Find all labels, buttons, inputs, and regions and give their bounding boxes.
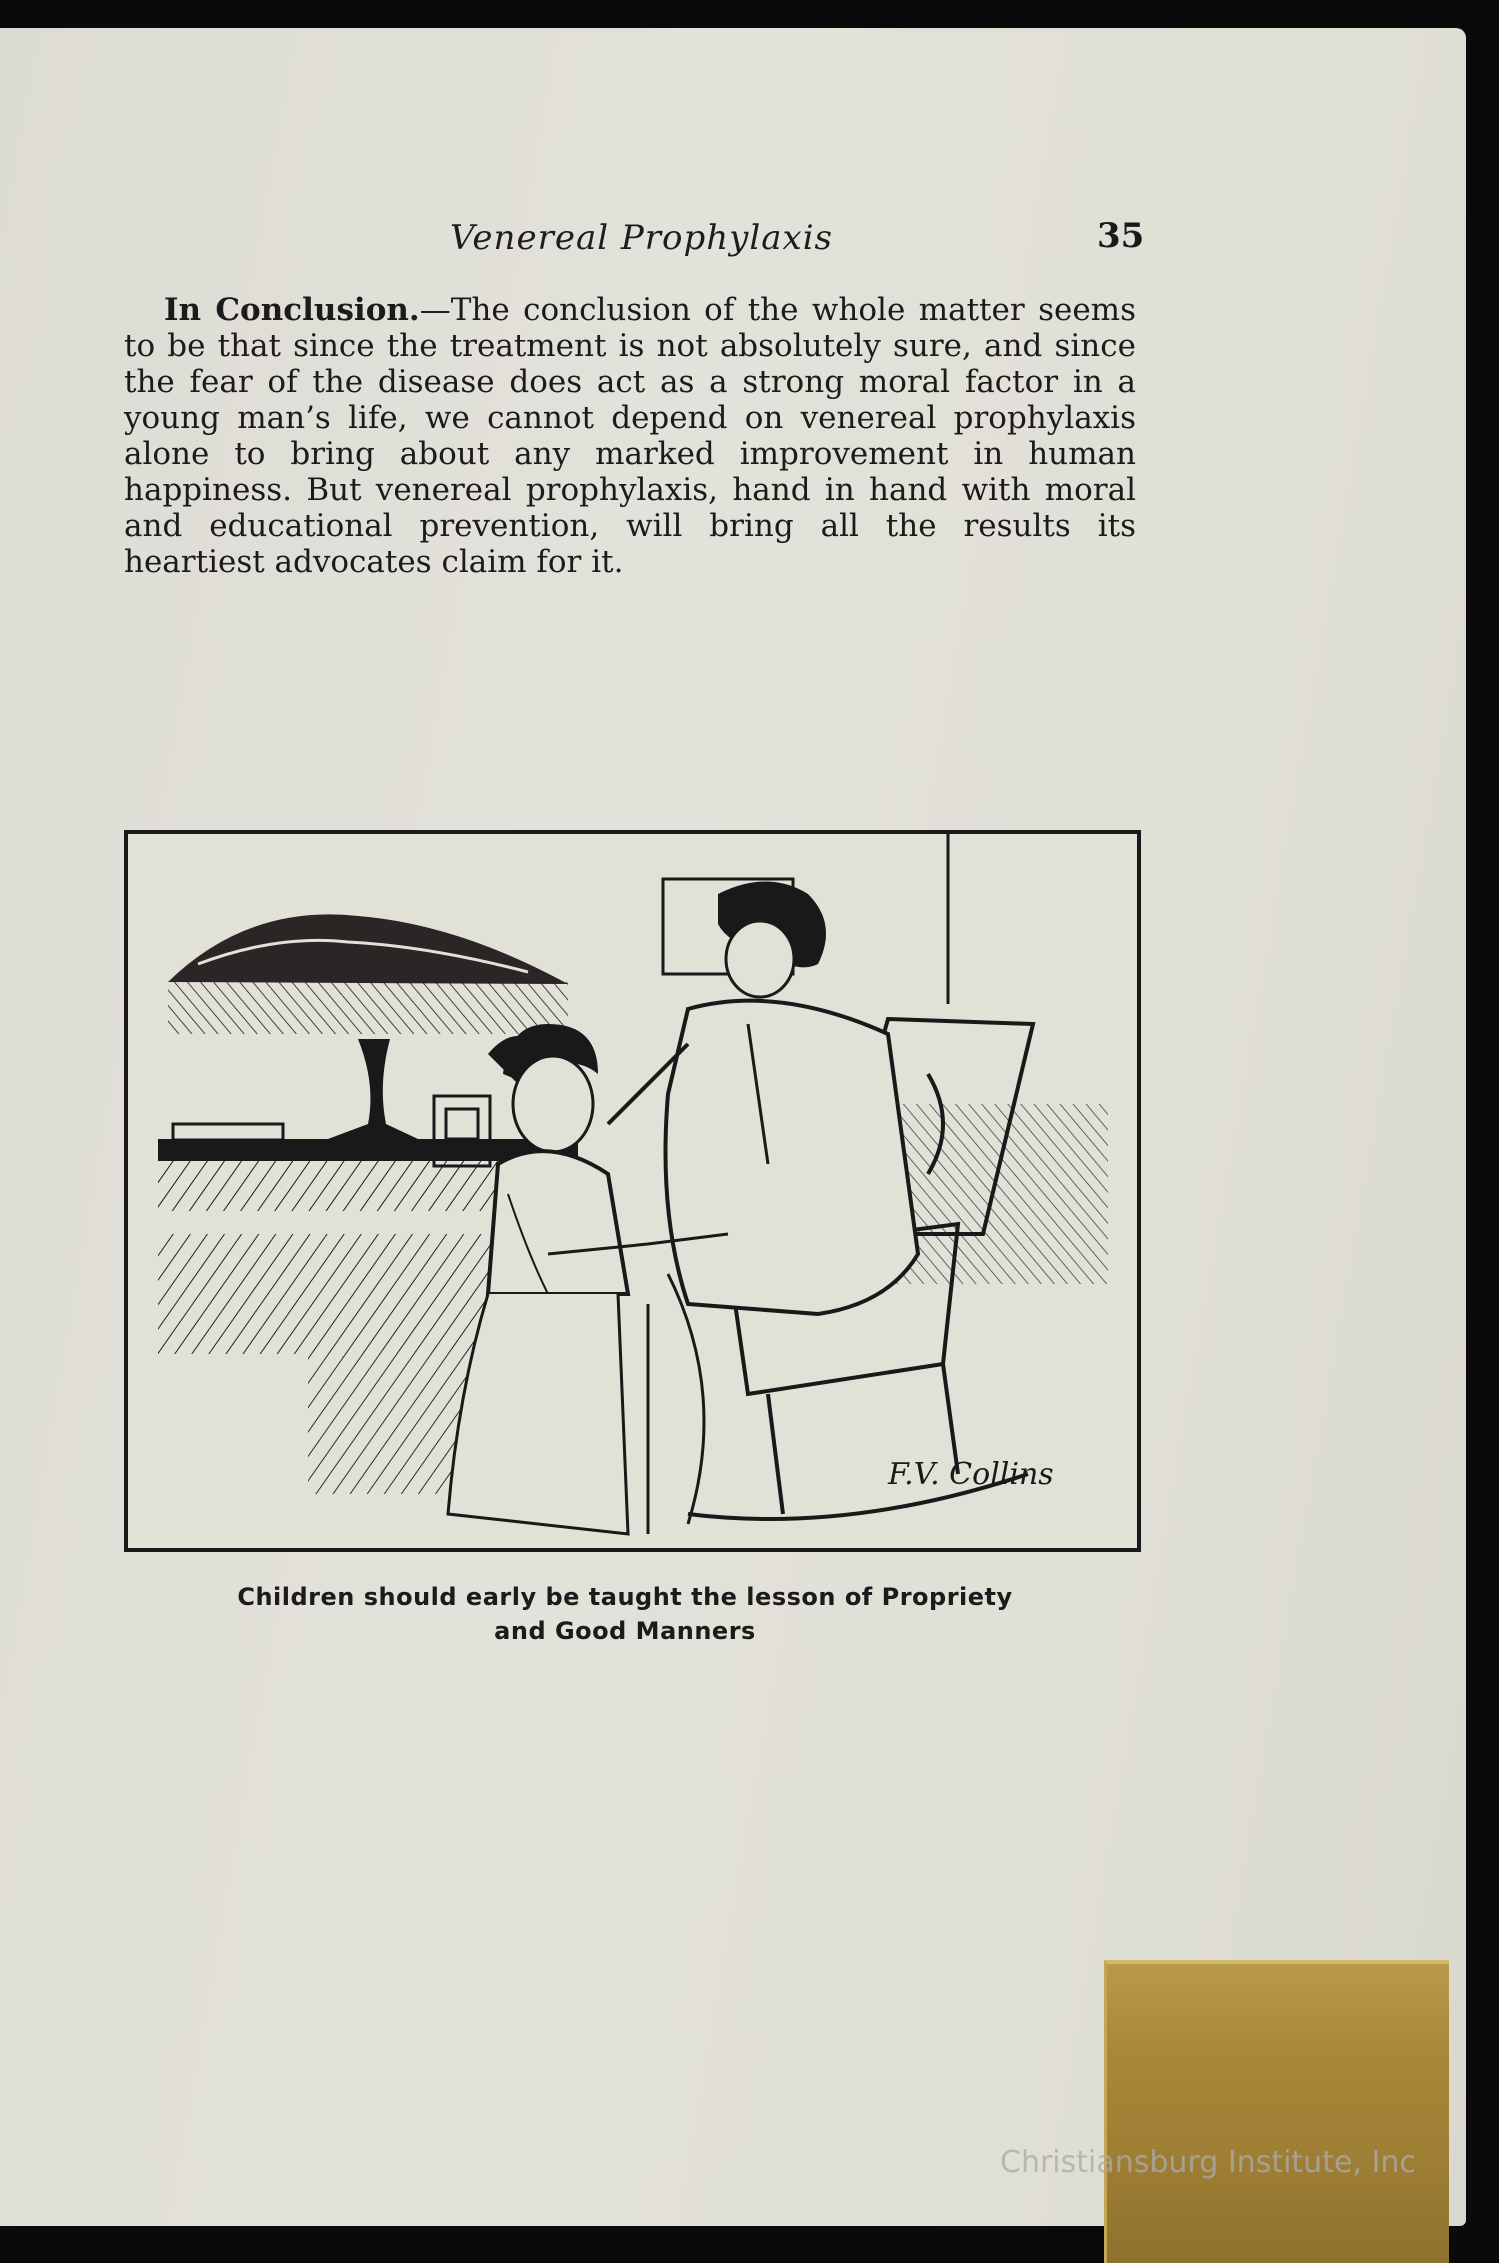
mother-figure [608,882,918,1535]
running-title: Venereal Prophylaxis [450,218,834,258]
body-paragraph [124,292,1136,580]
section-heading: In Conclusion. [164,292,420,328]
watermark-text: Christiansburg Institute, Inc [1000,2145,1416,2180]
mother-child-illustration [128,834,1137,1548]
illustration-frame [124,830,1141,1552]
fringed-lamp [168,914,568,1139]
figure-caption [150,1580,1100,1648]
gold-pedestal [1104,1960,1449,2263]
caption-line-2: and Good Manners [494,1617,756,1645]
caption-line-1: Children should early be taught the lesson of Propriety [237,1583,1013,1611]
paragraph-text: —The conclusion of the whole matter seems to be that since the treatment is not absolutely sure, and since the fear of the disease does act as a strong moral factor in a young man’s life, we cannot depend on venereal prophylaxis alone to bring about any marked improvement in human happiness. But venereal prophylaxis, hand in hand with moral and educational prevention, will bring all the results its heartiest advocates claim for it. [124,292,1136,580]
floor-shading-left [308,1354,468,1494]
page-header [0,212,1466,272]
page-number: 35 [1097,216,1145,256]
conclusion-paragraph [124,292,1136,580]
artist-signature: F.V. Collins [888,1457,1054,1492]
